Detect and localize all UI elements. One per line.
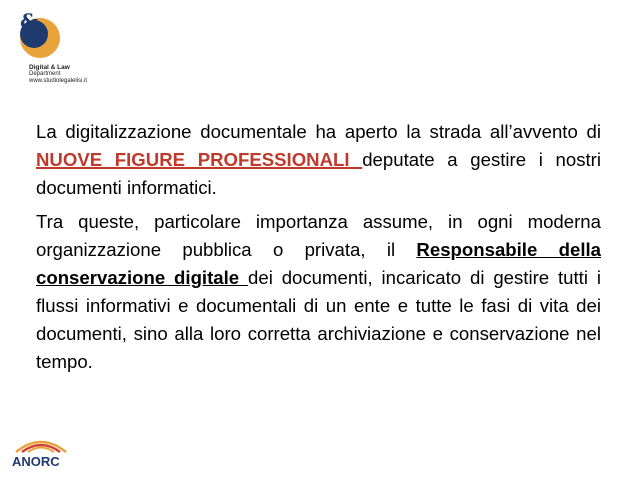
digital-law-logo bbox=[12, 10, 88, 84]
anorc-label: ANORC bbox=[12, 454, 60, 469]
anorc-logo bbox=[8, 430, 74, 470]
main-text bbox=[36, 118, 601, 382]
anorc-arcs-icon bbox=[16, 442, 66, 452]
logo-url: www.studiolegalelisi.it bbox=[29, 78, 88, 84]
p1-text-before: La digitalizzazione documentale ha aperto la strada all’avvento di bbox=[36, 121, 601, 142]
p1-highlight: NUOVE FIGURE PROFESSIONALI bbox=[36, 149, 363, 170]
p2-highlight: Responsabile della conservazione digitale bbox=[36, 239, 601, 288]
paragraph-1 bbox=[36, 118, 601, 202]
p2-text-after: dei documenti, incaricato di gestire tutti i flussi informativi e documentali di un ente e tutte le fasi di vita dei documenti, sino alla loro corretta archiviazione e conservazione nel tempo. bbox=[36, 267, 601, 372]
p1-text-after: deputate a gestire i nostri documenti informatici. bbox=[36, 149, 601, 198]
paragraph-2 bbox=[36, 208, 601, 376]
svg-text:&: & bbox=[20, 10, 39, 33]
logo-caption bbox=[29, 64, 87, 85]
logo-name: Digital & Law bbox=[29, 64, 70, 71]
p2-text-before: Tra queste, particolare importanza assume, in ogni moderna organizzazione pubblica o privata, il bbox=[36, 211, 601, 260]
logo-dept: Department bbox=[29, 71, 61, 77]
ampersand-logo-icon bbox=[12, 10, 82, 62]
